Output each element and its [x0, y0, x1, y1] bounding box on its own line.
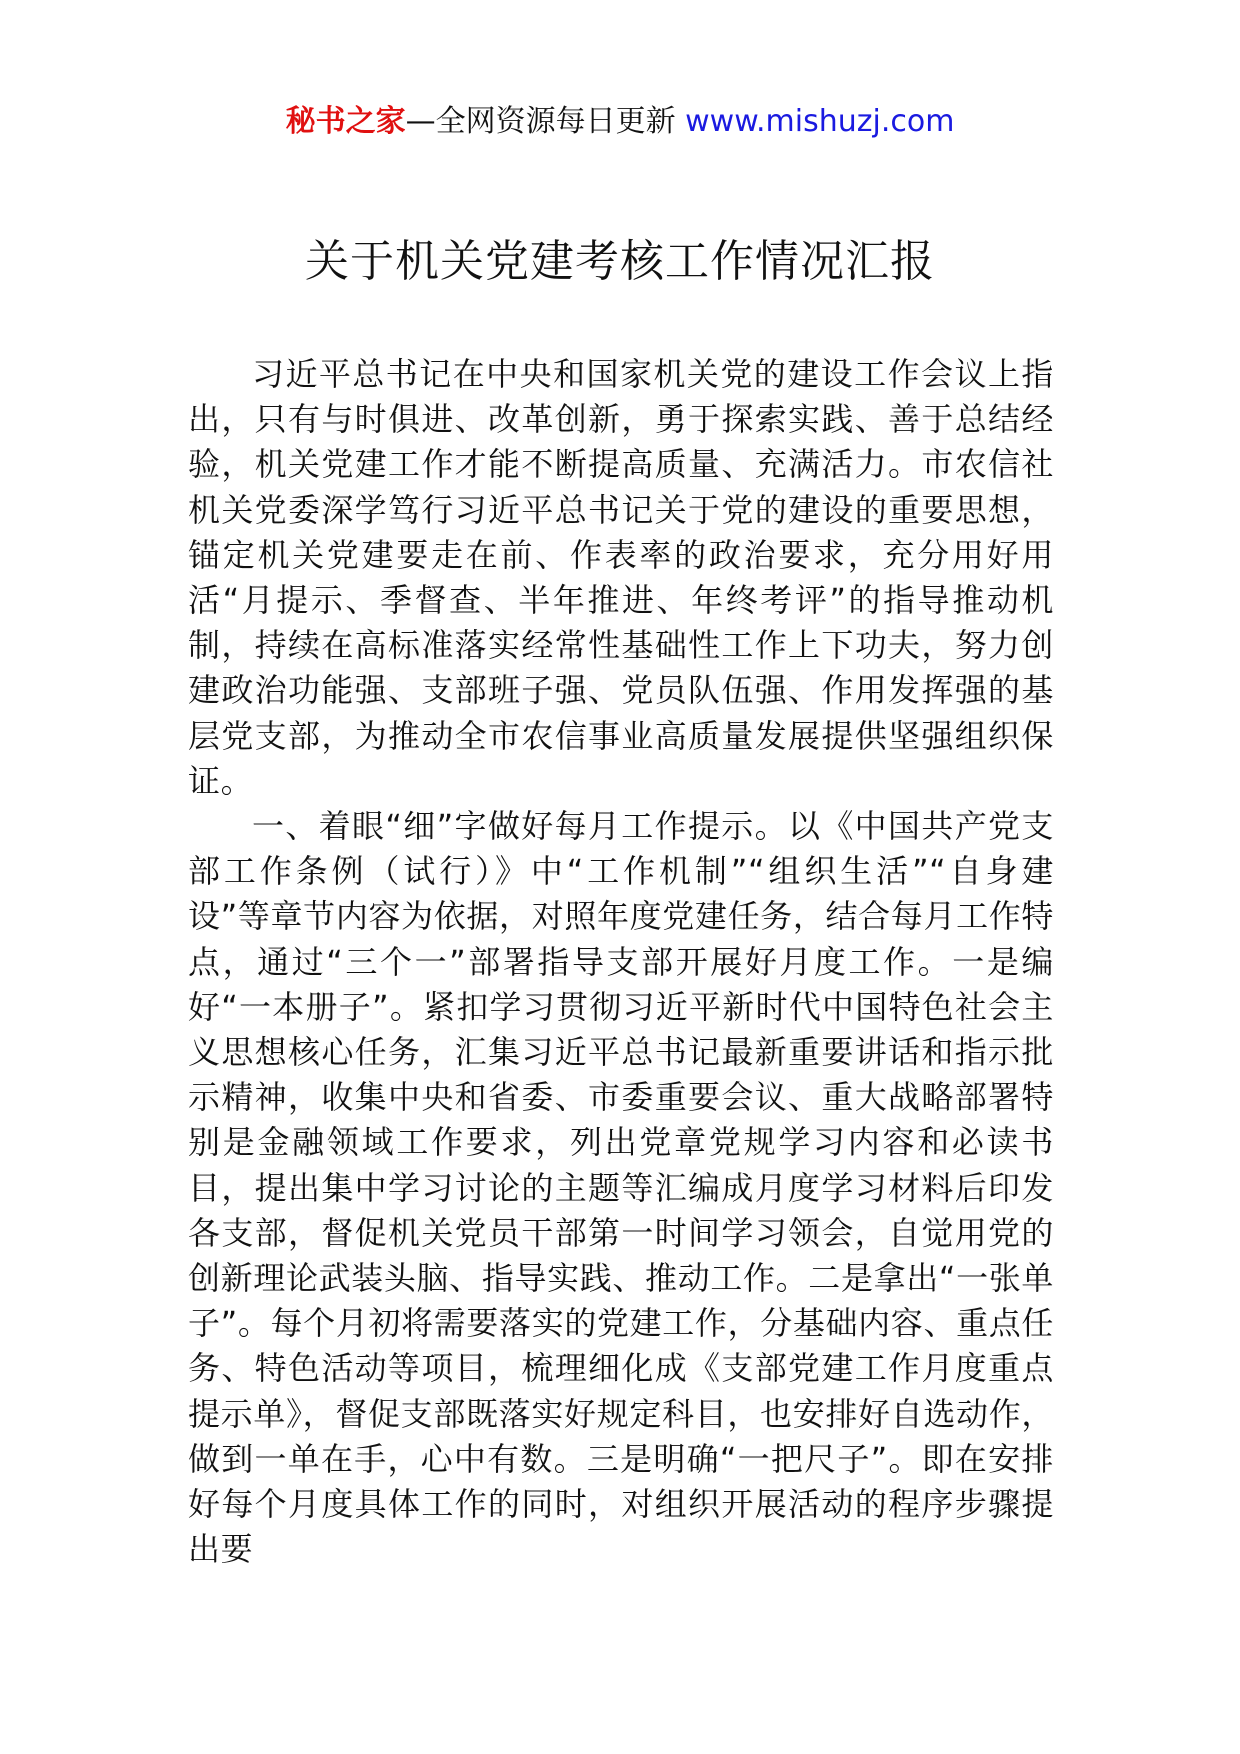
brand-name: 秘书之家 [285, 104, 406, 139]
site-header-banner [0, 100, 1240, 144]
document-title: 关于机关党建考核工作情况汇报 [305, 236, 935, 287]
document-body [188, 352, 1054, 1572]
site-url-link[interactable]: www.mishuzj.com [685, 104, 955, 139]
paragraph-intro: 习近平总书记在中央和国家机关党的建设工作会议上指出，只有与时俱进、改革创新，勇于探索实践、善于总结经验，机关党建工作才能不断提高质量、充满活力。市农信社机关党委深学笃行习近平总书记关于党的建设的重要思想，锚定机关党建要走在前、作表率的政治要求，充分用好用活“月提示、季督查、半年推进、年终考评”的指导推动机制，持续在高标准落实经常性基础性工作上下功夫，努力创建政治功能强、支部班子强、党员队伍强、作用发挥强的基层党支部，为推动全市农信事业高质量发展提供坚强组织保证。 [188, 355, 1054, 800]
paragraph-section-one: 一、着眼“细”字做好每月工作提示。以《中国共产党支部工作条例（试行）》中“工作机制”“组织生活”“自身建设”等章节内容为依据，对照年度党建任务，结合每月工作特点，通过“三个一”部署指导支部开展好月度工作。一是编好“一本册子”。紧扣学习贯彻习近平新时代中国特色社会主义思想核心任务，汇集习近平总书记最新重要讲话和指示批示精神，收集中央和省委、市委重要会议、重大战略部署特别是金融领域工作要求，列出党章党规学习内容和必读书目，提出集中学习讨论的主题等汇编成月度学习材料后印发各支部，督促机关党员干部第一时间学习领会，自觉用党的创新理论武装头脑、指导实践、推动工作。二是拿出“一张单子”。每个月初将需要落实的党建工作，分基础内容、重点任务、特色活动等项目，梳理细化成《支部党建工作月度重点提示单》，督促支部既落实好规定科目，也安排好自选动作，做到一单在手，心中有数。三是明确“一把尺子”。即在安排好每个月度具体工作的同时，对组织开展活动的程序步骤提出要 [188, 807, 1054, 1569]
header-tagline: —全网资源每日更新 [405, 104, 676, 139]
